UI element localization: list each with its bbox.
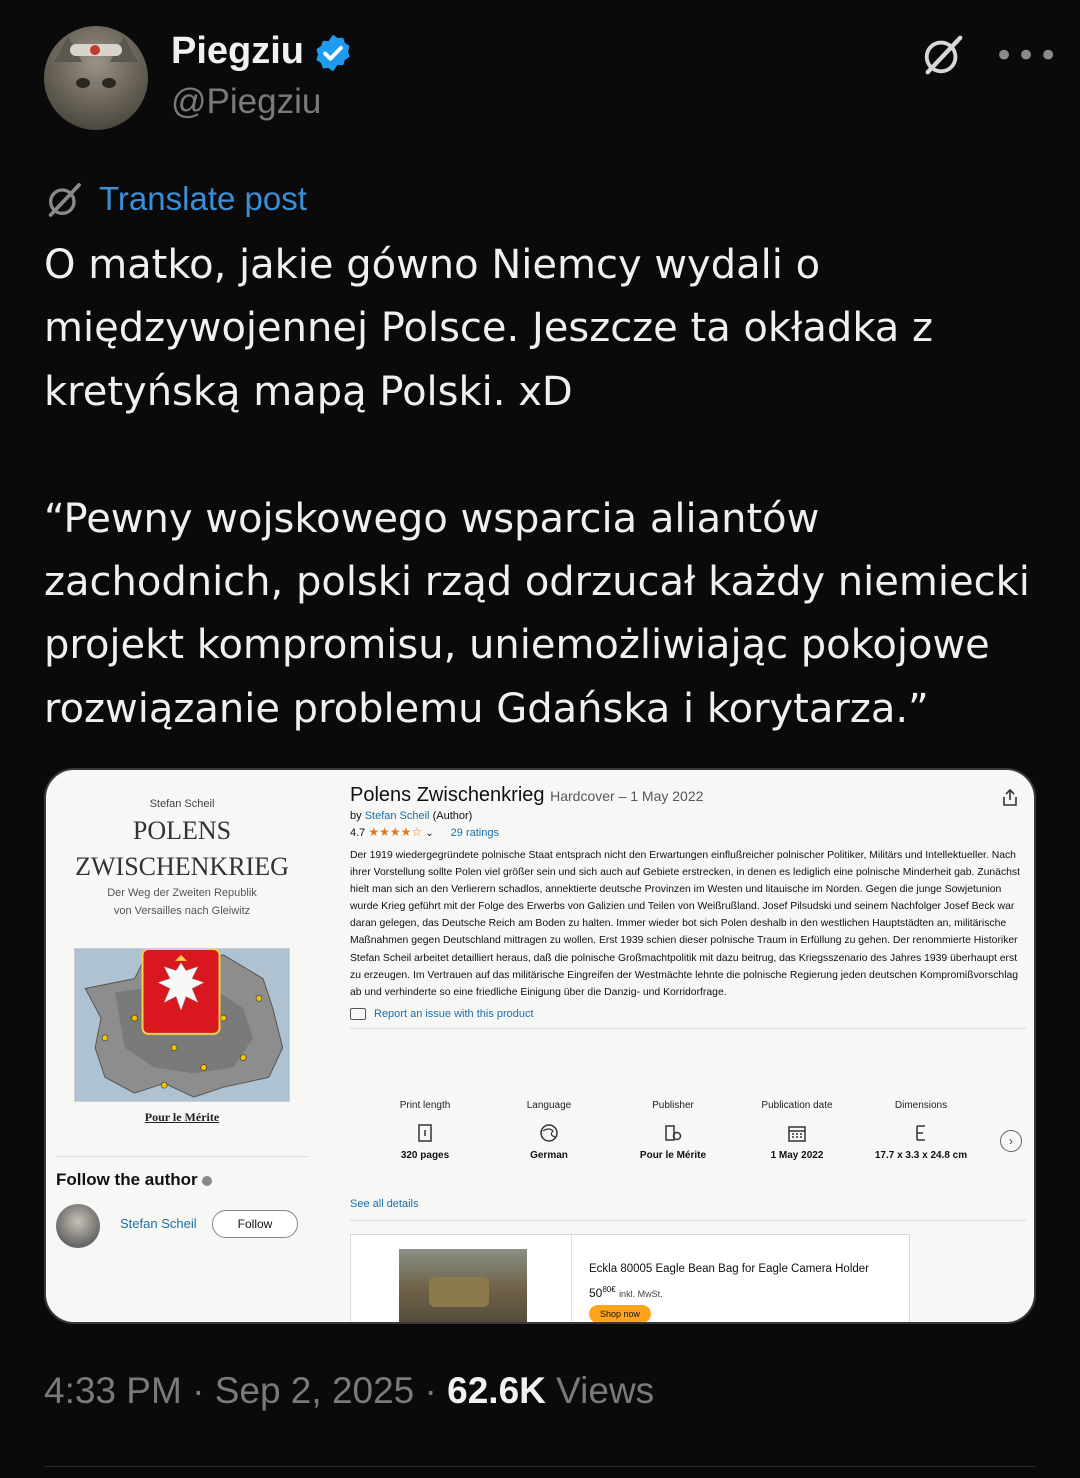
ad-price-note: inkl. MwSt. bbox=[619, 1289, 663, 1299]
post-line-gap bbox=[44, 424, 1044, 487]
follow-author-name[interactable]: Stefan Scheil bbox=[120, 1216, 197, 1231]
detail-publication-date bbox=[742, 1100, 852, 1162]
divider bbox=[350, 1028, 1026, 1029]
post-date[interactable]: Sep 2, 2025 bbox=[214, 1370, 415, 1411]
cover-publisher: Pour le Mérite bbox=[144, 1110, 220, 1124]
book-pages-icon bbox=[415, 1123, 435, 1143]
post-meta bbox=[44, 1370, 654, 1412]
shop-now-button[interactable]: Shop now bbox=[589, 1305, 651, 1323]
product-title-row bbox=[350, 784, 1026, 807]
post-line: rozwiązanie problemu Gdańska i korytarza.” bbox=[44, 685, 929, 732]
cover-map-image bbox=[74, 948, 290, 1102]
ad-price-cents: 80€ bbox=[602, 1285, 616, 1294]
detail-print-length bbox=[370, 1100, 480, 1162]
detail-language bbox=[494, 1100, 604, 1162]
translate-post-label[interactable]: Translate post bbox=[99, 180, 307, 217]
divider bbox=[350, 1220, 1026, 1221]
building-icon bbox=[663, 1123, 683, 1143]
post-line: zachodnich, polski rząd odrzucał każdy niemiecki bbox=[44, 559, 1030, 606]
avatar-eye bbox=[76, 78, 90, 88]
share-icon[interactable] bbox=[1000, 788, 1020, 808]
cover-author: Stefan Scheil bbox=[149, 798, 215, 810]
detail-label: Language bbox=[526, 1100, 572, 1111]
detail-value: 320 pages bbox=[400, 1150, 450, 1161]
product-info bbox=[350, 784, 1026, 1029]
product-title: Polens Zwischenkrieg bbox=[350, 784, 545, 806]
divider bbox=[44, 1466, 1036, 1467]
follow-button[interactable]: Follow bbox=[212, 1210, 298, 1238]
post-header bbox=[44, 26, 1061, 136]
product-format: Hardcover – 1 May 2022 bbox=[550, 788, 704, 804]
avatar[interactable] bbox=[44, 26, 148, 130]
sponsored-ad[interactable] bbox=[350, 1234, 910, 1324]
detail-label: Publisher bbox=[652, 1100, 694, 1111]
product-byline bbox=[350, 810, 1026, 822]
detail-publisher bbox=[618, 1100, 728, 1162]
verified-badge-icon bbox=[312, 32, 354, 74]
follow-author-label: Follow the author bbox=[56, 1170, 198, 1189]
detail-dimensions bbox=[866, 1100, 976, 1162]
product-details-carousel bbox=[350, 1100, 1026, 1180]
detail-label: Publication date bbox=[761, 1100, 833, 1111]
book-cover bbox=[66, 788, 298, 1133]
post-line: “Pewny wojskowego wsparcia aliantów bbox=[44, 495, 820, 542]
post-line: międzywojennej Polsce. Jeszcze ta okładka z bbox=[44, 305, 934, 352]
avatar-eye bbox=[102, 78, 116, 88]
separator: · bbox=[424, 1370, 437, 1411]
detail-label: Print length bbox=[399, 1100, 451, 1111]
ruler-icon bbox=[911, 1123, 931, 1143]
calendar-icon bbox=[787, 1123, 807, 1143]
ratings-count-link[interactable]: 29 ratings bbox=[450, 827, 499, 839]
report-issue-link[interactable] bbox=[350, 1008, 1026, 1020]
detail-value: 17.7 x 3.3 x 24.8 cm bbox=[874, 1150, 968, 1161]
post-text bbox=[44, 234, 1044, 741]
report-icon bbox=[350, 1008, 366, 1020]
post-line: O matko, jakie gówno Niemcy wydali o bbox=[44, 242, 821, 288]
post-time[interactable]: 4:33 PM bbox=[44, 1370, 182, 1411]
product-description: Der 1919 wiedergegründete polnische Staat entsprach nicht den Erwartungen einflußreicher polnischer Politiker, Militärs und Intellektueller. Nach ihrer Vorstellung sollte Polen viel größer sein und sich auch auf Gebiete erstrecken, in denen es lediglich eine polnische Minderheit gab. Zunächst hielt man sich an den Verlierern schadlos, annektierte deutsche Provinzen im Westen und litauische im Norden. Gegen die junge Sowjetunion wurde Krieg geführt mit der Folge des Erwerbs von Galizien und Teilen von Weißrußland. Josef Pilsudski und seinem Nachfolger Josef Beck war daran gelegen, das Deutsche Reich am Boden zu halten. Immer wieder bot sich Polen deshalb in den westlichen Hauptstädten an, militärische Maßnahmen gegen Deutschland mittragen zu wollen. Erst 1939 schien dieser polnische Traum in Erfüllung zu gehen. Der renommierte Historiker Stefan Scheil arbeitet detailliert heraus, daß die polnische Großmachtpolitik mit dazu beitrug, das Kriegsszenario des Jahres 1939 überhaupt erst zu erzeugen. Im Vertrauen auf das militärische Eingreifen der Westmächte lehnte die polnische Regierung jeden deutschen Kompromißvorschlag ab und verhinderte so eine friedliche Einigung über die Danzig- und Korridorfrage. bbox=[350, 850, 1021, 998]
detail-value: German bbox=[530, 1150, 568, 1161]
author-handle[interactable]: @Piegziu bbox=[171, 82, 322, 121]
ad-product-image[interactable] bbox=[399, 1249, 527, 1324]
avatar-headband bbox=[70, 44, 122, 56]
rating-value: 4.7 bbox=[350, 827, 366, 839]
divider bbox=[56, 1156, 308, 1157]
views-count: 62.6K bbox=[447, 1370, 546, 1411]
follow-author-heading bbox=[56, 1170, 212, 1190]
separator: · bbox=[192, 1370, 205, 1411]
report-issue-label[interactable]: Report an issue with this product bbox=[374, 1007, 534, 1020]
grok-icon bbox=[44, 180, 84, 220]
grok-icon[interactable] bbox=[920, 32, 966, 78]
chevron-down-icon[interactable]: ⌄ bbox=[425, 828, 434, 839]
product-author-role: (Author) bbox=[432, 810, 473, 822]
detail-label: Dimensions bbox=[894, 1100, 948, 1111]
info-icon[interactable] bbox=[202, 1176, 212, 1186]
detail-value: 1 May 2022 bbox=[770, 1150, 824, 1161]
ad-title[interactable]: Eckla 80005 Eagle Bean Bag for Eagle Camera Holder bbox=[589, 1263, 870, 1275]
ad-price-main: 50 bbox=[589, 1286, 603, 1300]
product-author-link[interactable]: Stefan Scheil bbox=[364, 810, 430, 822]
see-all-details-link[interactable]: See all details bbox=[350, 1198, 419, 1210]
post-line: kretyńską mapą Polski. xD bbox=[44, 368, 573, 415]
author-avatar[interactable] bbox=[56, 1204, 100, 1248]
detail-value: Pour le Mérite bbox=[639, 1150, 707, 1161]
byline-prefix: by bbox=[350, 810, 362, 822]
cover-subtitle-line1: Der Weg der Zweiten Republik bbox=[107, 887, 257, 899]
divider bbox=[571, 1235, 572, 1324]
globe-icon bbox=[539, 1123, 559, 1143]
cover-subtitle-line2: von Versailles nach Gleiwitz bbox=[113, 905, 251, 917]
cover-title-line2: ZWISCHENKRIEG bbox=[75, 852, 289, 881]
attached-image[interactable] bbox=[44, 768, 1036, 1324]
more-options-icon[interactable]: ••• bbox=[994, 36, 1061, 76]
chevron-right-icon[interactable]: › bbox=[1000, 1130, 1022, 1152]
product-rating bbox=[350, 825, 1026, 839]
ad-price bbox=[589, 1285, 663, 1300]
star-rating-icon[interactable]: ★★★★☆ bbox=[368, 825, 423, 839]
author-display-name[interactable]: Piegziu bbox=[171, 30, 305, 72]
post-line: projekt kompromisu, uniemożliwiając pokojowe bbox=[44, 622, 990, 669]
views-label: Views bbox=[556, 1370, 655, 1411]
cover-title-line1: POLENS bbox=[132, 816, 232, 845]
